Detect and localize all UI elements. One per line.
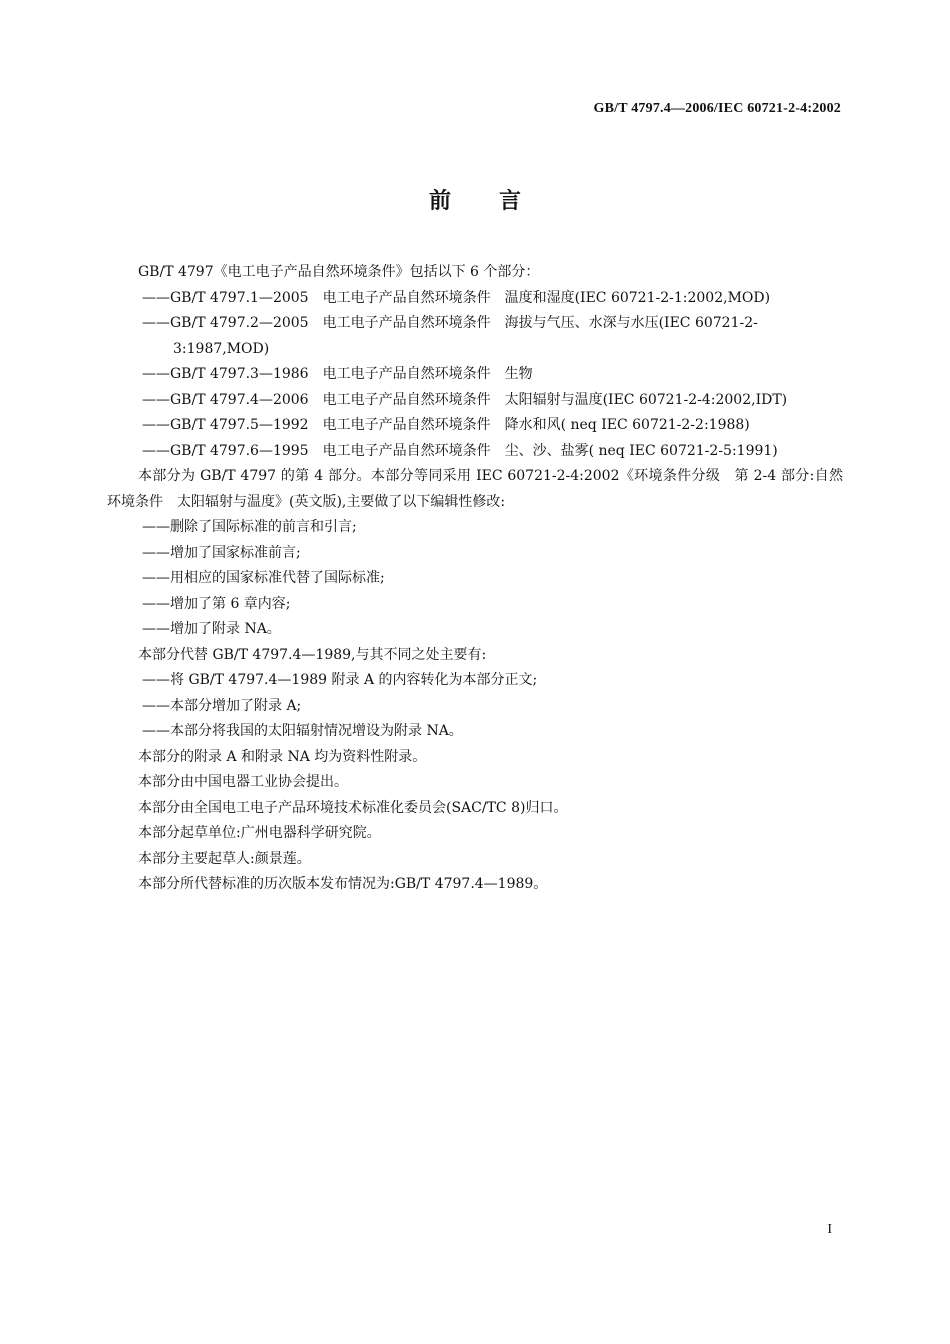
list-item: ——增加了第 6 章内容; bbox=[142, 595, 291, 612]
list-item: ——增加了国家标准前言; bbox=[142, 544, 301, 561]
closing-paragraph: 本部分起草单位:广州电器科学研究院。 bbox=[138, 825, 381, 841]
list-item: ——本部分增加了附录 A; bbox=[142, 697, 302, 714]
list-item: ——GB/T 4797.1—2005 电工电子产品自然环境条件 温度和湿度(IEC 60721-2-1:2002,MOD) bbox=[142, 289, 771, 306]
intro-paragraph: GB/T 4797《电工电子产品自然环境条件》包括以下 6 个部分： bbox=[138, 264, 540, 280]
list-item: ——本部分将我国的太阳辐射情况增设为附录 NA。 bbox=[142, 723, 463, 739]
list-item: ——增加了附录 NA。 bbox=[142, 621, 281, 637]
list-item: ——用相应的国家标准代替了国际标准; bbox=[142, 570, 385, 586]
replaces-paragraph: 本部分代替 GB/T 4797.4—1989,与其不同之处主要有: bbox=[138, 646, 487, 663]
page-title: 前言 bbox=[428, 189, 569, 214]
closing-paragraph: 本部分由中国电器工业协会提出。 bbox=[138, 774, 348, 790]
list-item: ——GB/T 4797.6—1995 电工电子产品自然环境条件 尘、沙、盐雾( neq IEC 60721-2-5:1991) bbox=[142, 442, 778, 459]
list-item: ——GB/T 4797.2—2005 电工电子产品自然环境条件 海拔与气压、水深与水压(IEC 60721-2-3:1987,MOD) bbox=[142, 315, 758, 357]
closing-paragraph: 本部分的附录 A 和附录 NA 均为资料性附录。 bbox=[138, 748, 427, 765]
closing-paragraph: 本部分由全国电工电子产品环境技术标准化委员会(SAC/TC 8)归口。 bbox=[138, 799, 568, 816]
closing-paragraph: 本部分所代替标准的历次版本发布情况为:GB/T 4797.4—1989。 bbox=[138, 876, 548, 892]
closing-paragraph: 本部分主要起草人:颜景莲。 bbox=[138, 850, 311, 867]
list-item: ——GB/T 4797.4—2006 电工电子产品自然环境条件 太阳辐射与温度(IEC 60721-2-4:2002,IDT) bbox=[142, 391, 788, 408]
list-item: ——将 GB/T 4797.4—1989 附录 A 的内容转化为本部分正文; bbox=[142, 672, 538, 688]
page-number: I bbox=[827, 1222, 832, 1237]
document-body bbox=[107, 260, 843, 898]
adoption-paragraph: 本部分为 GB/T 4797 的第 4 部分。本部分等同采用 IEC 60721-2-4:2002《环境条件分级 第 2-4 部分:自然环境条件 太阳辐射与温度》(英文版),主要做了以下编辑性修改: bbox=[107, 468, 843, 510]
list-item: ——GB/T 4797.3—1986 电工电子产品自然环境条件 生物 bbox=[142, 366, 533, 382]
list-item: ——GB/T 4797.5—1992 电工电子产品自然环境条件 降水和风( neq IEC 60721-2-2:1988) bbox=[142, 417, 750, 433]
standard-code: GB/T 4797.4—2006/IEC 60721-2-4:2002 bbox=[593, 101, 841, 116]
list-item: ——删除了国际标准的前言和引言; bbox=[142, 519, 357, 535]
